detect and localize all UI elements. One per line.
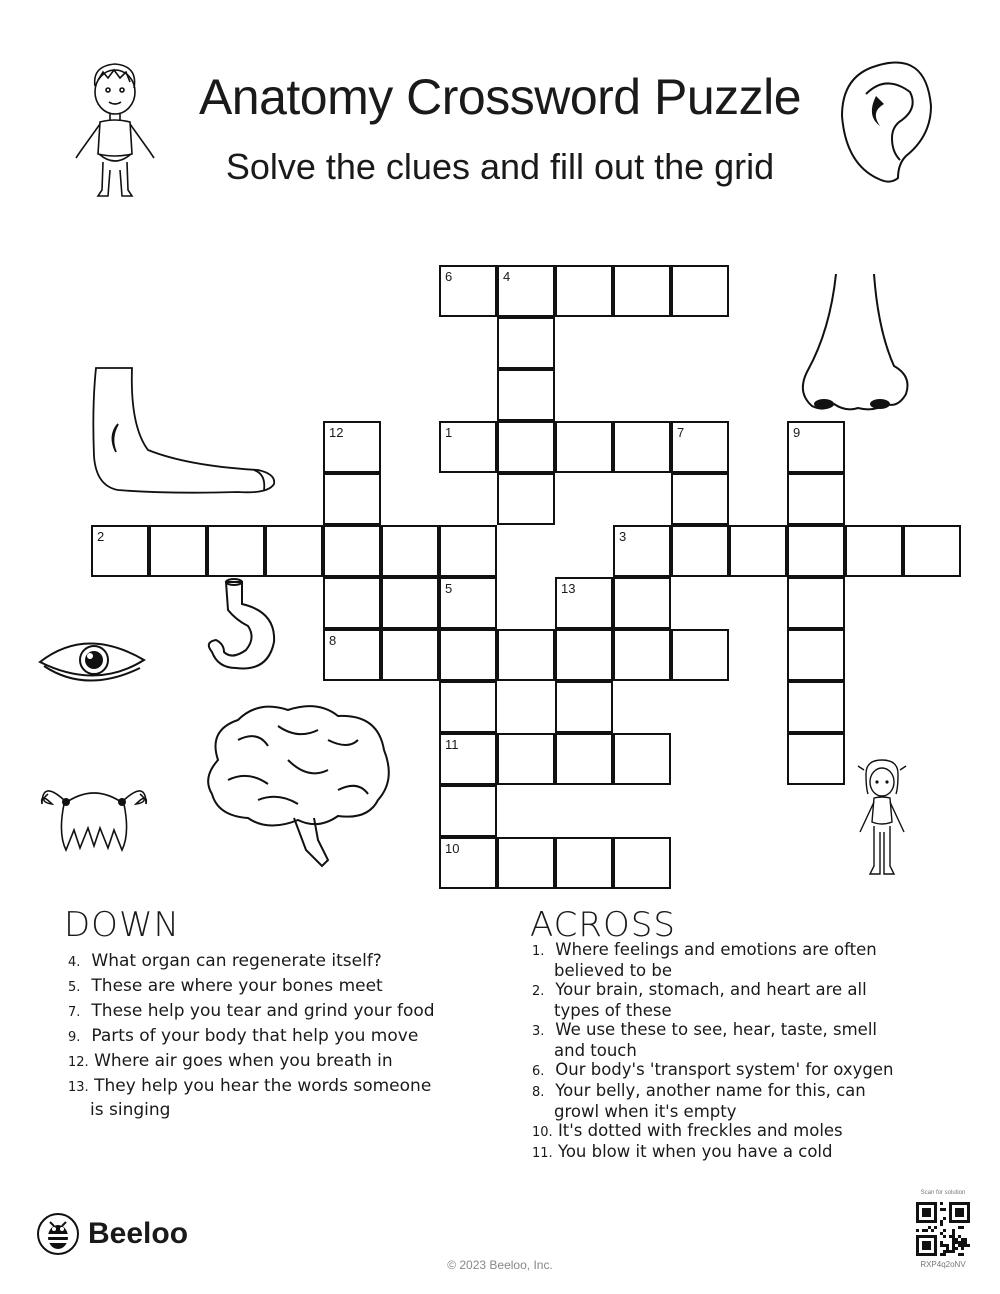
eye-illustration-icon [36,632,148,690]
brand-logo[interactable] [36,1212,188,1256]
grid-cell[interactable] [439,785,497,837]
grid-cell[interactable] [439,421,497,473]
bee-logo-icon [36,1212,80,1256]
grid-cell[interactable] [555,421,613,473]
hair-illustration-icon [38,774,150,854]
foot-illustration-icon [88,366,278,498]
grid-cell[interactable] [555,681,613,733]
nose-illustration-icon [794,270,914,416]
page-title: Anatomy Crossword Puzzle [198,69,802,125]
down-clue: 5. These are where your bones meet [68,976,383,996]
grid-cell[interactable] [497,473,555,525]
across-clue: 3. We use these to see, hear, taste, smell and touch [532,1020,877,1060]
grid-cell[interactable] [613,629,671,681]
down-clue: 12. Where air goes when you breath in [68,1051,393,1071]
boy-illustration-icon [70,58,160,203]
grid-cell[interactable] [381,629,439,681]
grid-cell[interactable] [613,421,671,473]
grid-cell[interactable] [323,629,381,681]
grid-cell[interactable] [91,525,149,577]
grid-cell[interactable] [381,577,439,629]
grid-cell[interactable] [787,733,845,785]
down-clue: 4. What organ can regenerate itself? [68,951,382,971]
across-clue: 6. Our body's 'transport system' for oxygen [532,1060,894,1079]
grid-cell[interactable] [439,577,497,629]
grid-cell[interactable] [439,525,497,577]
grid-cell[interactable] [323,577,381,629]
grid-cell[interactable] [497,317,555,369]
grid-cell[interactable] [265,525,323,577]
grid-cell[interactable] [497,369,555,421]
grid-cell-number: 6 [445,269,453,284]
grid-cell-number: 9 [793,425,801,440]
across-clue-list [532,940,912,1163]
grid-cell[interactable] [497,629,555,681]
qr-code-icon[interactable] [916,1202,970,1256]
across-clue: 11. You blow it when you have a cold [532,1142,833,1161]
grid-cell[interactable] [439,629,497,681]
copyright: © 2023 Beeloo, Inc. [447,1258,553,1272]
grid-cell[interactable] [613,577,671,629]
grid-cell[interactable] [787,629,845,681]
grid-cell[interactable] [613,837,671,889]
girl-illustration-icon [852,756,912,884]
across-clue: 8. Your belly, another name for this, can growl when it's empty [532,1081,866,1121]
ear-illustration-icon [836,56,936,186]
grid-cell[interactable] [613,525,671,577]
grid-cell-number: 10 [445,841,460,856]
grid-cell-number: 12 [329,425,344,440]
grid-cell[interactable] [671,525,729,577]
grid-cell[interactable] [555,629,613,681]
grid-cell[interactable] [671,421,729,473]
grid-cell[interactable] [497,733,555,785]
grid-cell-number: 7 [677,425,685,440]
grid-cell[interactable] [671,473,729,525]
grid-cell-number: 1 [445,425,453,440]
grid-cell[interactable] [555,577,613,629]
grid-cell[interactable] [787,525,845,577]
grid-cell[interactable] [555,837,613,889]
grid-cell[interactable] [439,837,497,889]
grid-cell[interactable] [787,577,845,629]
down-clue: 7. These help you tear and grind your food [68,1001,435,1021]
across-clue: 2. Your brain, stomach, and heart are all types of these [532,980,867,1020]
grid-cell[interactable] [381,525,439,577]
qr-caption: Scan for solution [920,1190,966,1196]
grid-cell[interactable] [845,525,903,577]
brand-name: Beeloo [88,1217,189,1250]
across-clue: 10. It's dotted with freckles and moles [532,1121,843,1140]
grid-cell[interactable] [787,473,845,525]
grid-cell[interactable] [439,733,497,785]
grid-cell[interactable] [671,629,729,681]
across-heading: ACROSS [530,905,676,945]
grid-cell[interactable] [613,733,671,785]
page-subtitle: Solve the clues and fill out the grid [225,146,775,187]
stomach-illustration-icon [196,578,286,678]
grid-cell[interactable] [149,525,207,577]
grid-cell[interactable] [555,265,613,317]
grid-cell[interactable] [497,837,555,889]
grid-cell[interactable] [323,421,381,473]
grid-cell-number: 13 [561,581,576,596]
grid-cell[interactable] [787,681,845,733]
grid-cell[interactable] [671,265,729,317]
grid-cell[interactable] [439,681,497,733]
grid-cell[interactable] [323,525,381,577]
grid-cell[interactable] [555,733,613,785]
grid-cell[interactable] [497,421,555,473]
down-clue-list [68,950,448,1123]
grid-cell-number: 3 [619,529,627,544]
across-clue: 1. Where feelings and emotions are often believed to be [532,940,877,980]
grid-cell[interactable] [497,265,555,317]
qr-code-label: RXP4q2oNV [920,1260,966,1269]
grid-cell-number: 4 [503,269,511,284]
down-heading: DOWN [64,905,180,945]
grid-cell[interactable] [207,525,265,577]
grid-cell[interactable] [439,265,497,317]
grid-cell[interactable] [787,421,845,473]
grid-cell[interactable] [903,525,961,577]
grid-cell[interactable] [729,525,787,577]
grid-cell-number: 2 [97,529,105,544]
grid-cell[interactable] [613,265,671,317]
grid-cell-number: 5 [445,581,453,596]
down-clue: 9. Parts of your body that help you move [68,1026,419,1046]
grid-cell[interactable] [323,473,381,525]
brain-illustration-icon [198,700,398,870]
grid-cell-number: 11 [445,737,459,752]
grid-cell-number: 8 [329,633,337,648]
down-clue: 13. They help you hear the words someone is singing [68,1076,432,1120]
